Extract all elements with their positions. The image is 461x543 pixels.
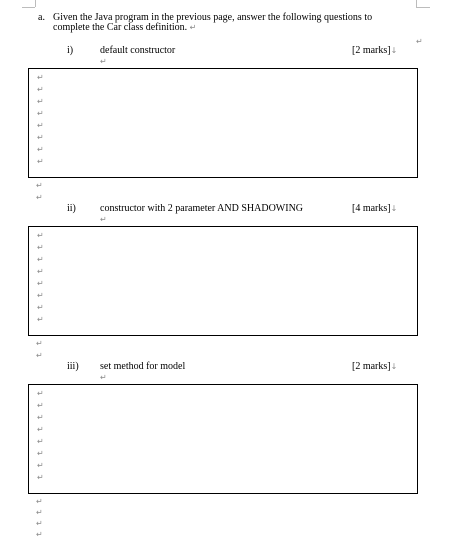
question-text-line-1: Given the Java program in the previous page, answer the following questions to xyxy=(53,12,373,23)
paragraph-mark-icon: ↵ xyxy=(37,133,44,142)
line-break-mark-icon: ↓ xyxy=(390,204,398,213)
part-marks: [2 marks]↓ xyxy=(352,45,398,56)
paragraph-mark-icon: ↵ xyxy=(37,473,44,482)
paragraph-mark-icon: ↵ xyxy=(100,215,107,224)
paragraph-mark-icon: ↵ xyxy=(37,121,44,130)
paragraph-mark-icon: ↵ xyxy=(36,351,43,360)
paragraph-mark-icon: ↵ xyxy=(416,37,423,46)
paragraph-mark-icon: ↵ xyxy=(37,401,44,410)
paragraph-mark-icon: ↵ xyxy=(37,315,44,324)
paragraph-mark-icon: ↵ xyxy=(37,267,44,276)
paragraph-mark-icon: ↵ xyxy=(37,425,44,434)
part-marks: [2 marks]↓ xyxy=(352,361,398,372)
part-marks: [4 marks]↓ xyxy=(352,203,398,214)
paragraph-mark-icon: ↵ xyxy=(37,413,44,422)
paragraph-mark-icon: ↵ xyxy=(36,193,43,202)
part-numeral: iii) xyxy=(67,361,79,372)
paragraph-mark-icon: ↵ xyxy=(100,373,107,382)
paragraph-mark-icon: ↵ xyxy=(37,97,44,106)
paragraph-mark-icon: ↵ xyxy=(36,519,43,528)
paragraph-mark-icon: ↵ xyxy=(37,85,44,94)
paragraph-mark-icon: ↵ xyxy=(36,339,43,348)
paragraph-mark-icon: ↵ xyxy=(37,279,44,288)
paragraph-mark-icon: ↵ xyxy=(37,449,44,458)
paragraph-mark-icon: ↵ xyxy=(100,57,107,66)
part-text: default constructor xyxy=(100,45,176,56)
part-text: set method for model xyxy=(100,361,186,372)
paragraph-mark-icon: ↵ xyxy=(37,437,44,446)
paragraph-mark-icon: ↵ xyxy=(36,497,43,506)
paragraph-mark-icon: ↵ xyxy=(36,530,43,539)
crop-mark-top-right xyxy=(416,7,430,8)
paragraph-mark-icon: ↵ xyxy=(37,461,44,470)
answer-box-part-i[interactable] xyxy=(28,68,418,178)
question-label: a. xyxy=(38,12,45,23)
paragraph-mark-icon: ↵ xyxy=(36,181,43,190)
answer-box-part-ii[interactable] xyxy=(28,226,418,336)
part-numeral: i) xyxy=(67,45,74,56)
line-break-mark-icon: ↓ xyxy=(390,46,398,55)
crop-mark-top-left xyxy=(35,0,36,7)
paragraph-mark-icon: ↵ xyxy=(37,303,44,312)
paragraph-mark-icon: ↵ xyxy=(37,157,44,166)
paragraph-mark-icon: ↵ xyxy=(37,291,44,300)
paragraph-mark-icon: ↵ xyxy=(37,389,44,398)
paragraph-mark-icon: ↵ xyxy=(37,243,44,252)
part-numeral: ii) xyxy=(67,203,76,214)
line-break-mark-icon: ↓ xyxy=(390,362,398,371)
answer-box-part-iii[interactable] xyxy=(28,384,418,494)
paragraph-mark-icon: ↵ xyxy=(36,508,43,517)
paragraph-mark-icon: ↵ xyxy=(37,255,44,264)
paragraph-mark-icon: ↵ xyxy=(37,145,44,154)
crop-mark-top-right xyxy=(416,0,417,7)
question-text-line-2: complete the Car class definition. ↵ xyxy=(53,22,197,33)
crop-mark-top-left xyxy=(22,7,35,8)
part-text: constructor with 2 parameter AND SHADOWING xyxy=(100,203,304,214)
paragraph-mark-icon: ↵ xyxy=(37,231,44,240)
paragraph-mark-icon: ↵ xyxy=(37,109,44,118)
paragraph-mark-icon: ↵ xyxy=(189,23,197,32)
paragraph-mark-icon: ↵ xyxy=(37,73,44,82)
